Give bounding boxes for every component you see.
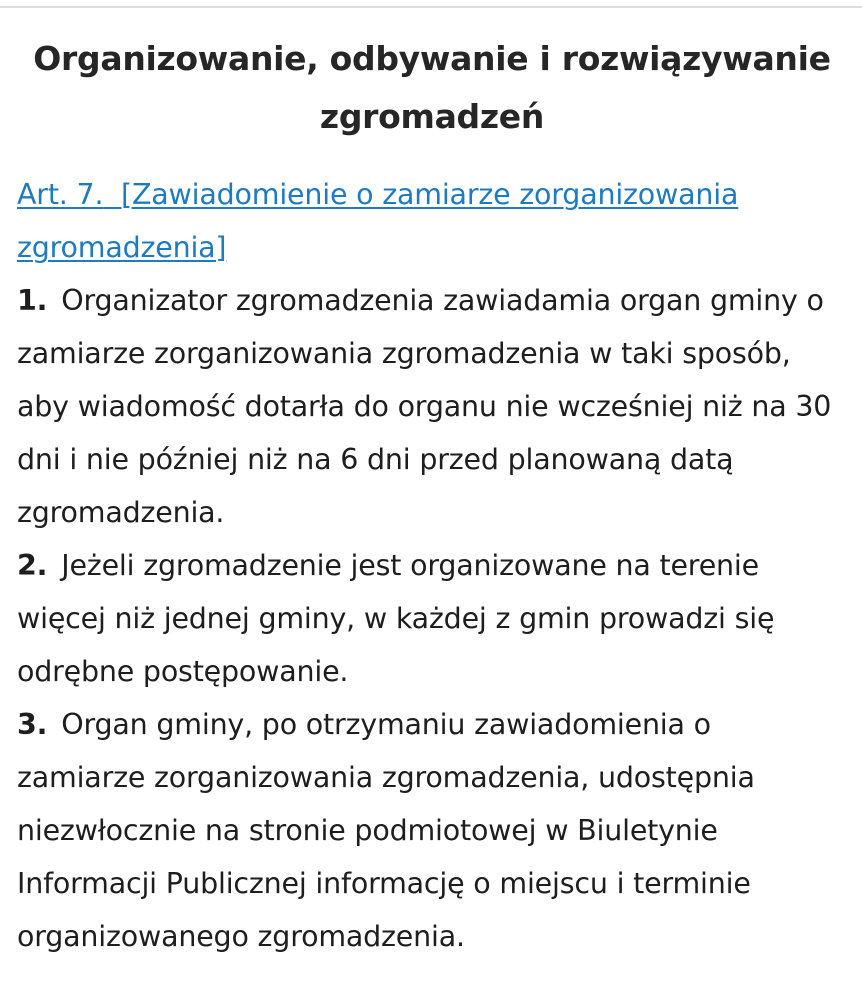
paragraph-text: Jeżeli zgromadzenie jest organizowane na terenie więcej niż jednej gminy, w każdej z gmin prowadzi się odrębne postępowanie. (17, 549, 775, 688)
paragraph-2 (17, 539, 847, 698)
document-body (17, 30, 847, 963)
article-title: [Zawiadomienie o zamiarze zorganizowania zgromadzenia] (17, 178, 739, 264)
paragraph-number: 3. (17, 708, 48, 741)
paragraph-3 (17, 698, 847, 963)
article-heading (17, 168, 847, 274)
paragraph-number: 2. (17, 549, 48, 582)
paragraph-number: 1. (17, 284, 48, 317)
top-divider (0, 6, 862, 8)
page-title: Organizowanie, odbywanie i rozwiązywanie zgromadzeń (33, 39, 831, 136)
article-number: Art. 7. (17, 178, 104, 211)
paragraph-1 (17, 274, 847, 539)
paragraph-text: Organ gminy, po otrzymaniu zawiadomienia o zamiarze zorganizowania zgromadzenia, udostępnia niezwłocznie na stronie podmiotowej w Biuletynie Informacji Publicznej informację o miejscu i terminie organizowanego zgromadzenia. (17, 708, 755, 953)
article-link[interactable] (17, 178, 738, 264)
paragraph-text: Organizator zgromadzenia zawiadamia organ gminy o zamiarze zorganizowania zgromadzenia w taki sposób, aby wiadomość dotarła do organu nie wcześniej niż na 30 dni i nie później niż na 6 dni przed planowaną datą zgromadzenia. (17, 284, 832, 529)
